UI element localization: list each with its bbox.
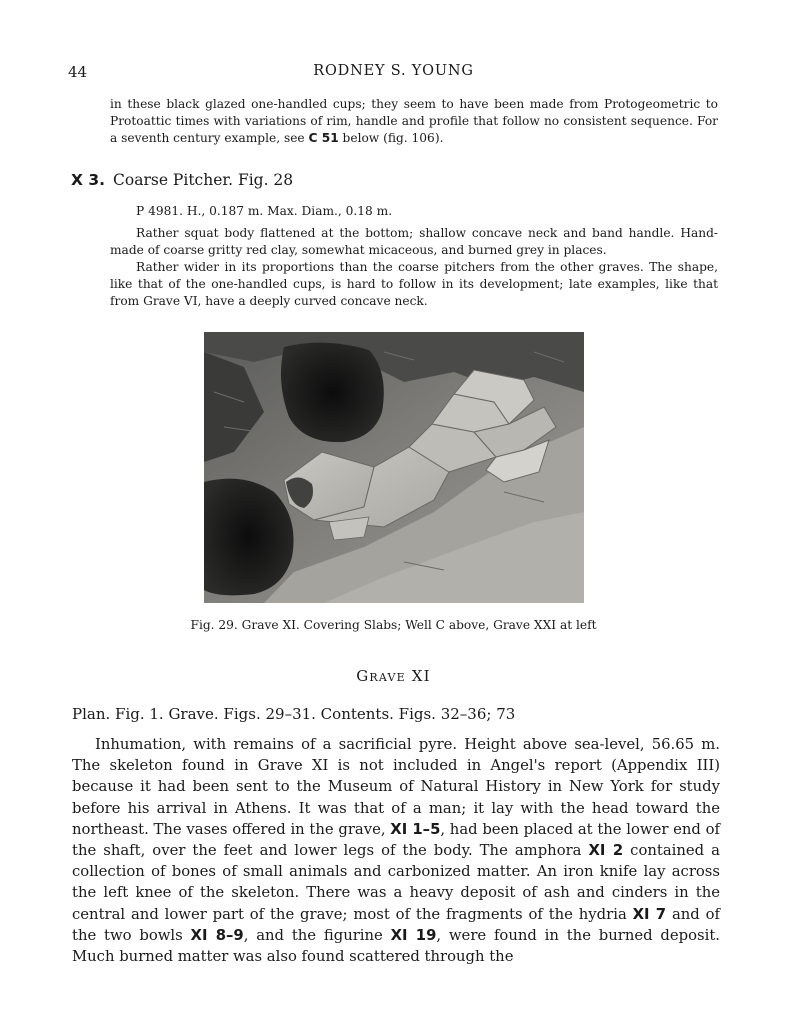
catalog-ref: XI 7 <box>632 905 667 923</box>
entry-heading <box>71 171 293 189</box>
entry-title: Coarse Pitcher. Fig. 28 <box>113 171 294 189</box>
body-text: , had been placed at the lower end of the shaft, over the feet and lower legs of the body. The amphora <box>72 820 720 860</box>
catalog-ref: XI 8–9 <box>190 926 244 944</box>
continuation-paragraph <box>110 96 718 147</box>
grave-photograph <box>204 332 584 603</box>
figure-caption: Fig. 29. Grave XI. Covering Slabs; Well C above, Grave XXI at left <box>190 618 597 632</box>
section-heading: Grave XI <box>356 667 431 685</box>
entry-paragraph-1: Rather squat body flattened at the bottom; shallow concave neck and band handle. Hand-made of coarse gritty red clay, somewhat micaceous, and burned grey in places. <box>110 226 718 257</box>
continuation-text-end: below (fig. 106). <box>338 131 444 145</box>
body-text: and of the two bowls <box>72 905 720 944</box>
body-text: , were found in the burned deposit. Much burned matter was also found scattered through the <box>72 926 720 966</box>
catalog-ref-c51: C 51 <box>308 131 339 145</box>
body-text: Inhumation, with remains of a sacrificial pyre. Height above sea-level, 56.65 m. The skeleton found in Grave XI is not included in Angel's report (Appendix III) because it had been sent to the Museum of Natural History in New York for study before his arrival in Athens. It was that of a man; it lay with the head toward the northeast. The vases offered in the grave, <box>72 736 720 838</box>
body-text: contained a collection of bones of small animals and carbonized matter. An iron knife lay across the left knee of the skeleton. There was a heavy deposit of ash and cinders in the central and lower part of the grave; most of the fragments of the hydria <box>72 842 720 923</box>
body-paragraph <box>72 734 720 967</box>
entry-body <box>110 203 718 310</box>
continuation-text: in these black glazed one-handled cups; they seem to have been made from Protogeometric to Protoattic times with variations of rim, handle and profile that follow no consistent sequence. For a seventh century example, see <box>110 97 718 145</box>
page-number: 44 <box>68 63 88 81</box>
catalog-number: X 3. <box>71 171 106 189</box>
catalog-ref: XI 2 <box>588 842 624 860</box>
catalog-ref: XI 1–5 <box>390 820 441 838</box>
entry-paragraph-2: Rather wider in its proportions than the coarse pitchers from the other graves. The shape, like that of the one-handled cups, is hard to follow in its development; late examples, like that from Grave VI, have a deeply curved concave neck. <box>110 260 718 308</box>
running-head: RODNEY S. YOUNG <box>313 63 474 79</box>
entry-meta: P 4981. H., 0.187 m. Max. Diam., 0.18 m. <box>136 204 393 218</box>
plan-line: Plan. Fig. 1. Grave. Figs. 29–31. Contents. Figs. 32–36; 73 <box>72 705 516 723</box>
catalog-ref: XI 19 <box>390 926 437 944</box>
body-text: , and the figurine <box>243 926 391 944</box>
